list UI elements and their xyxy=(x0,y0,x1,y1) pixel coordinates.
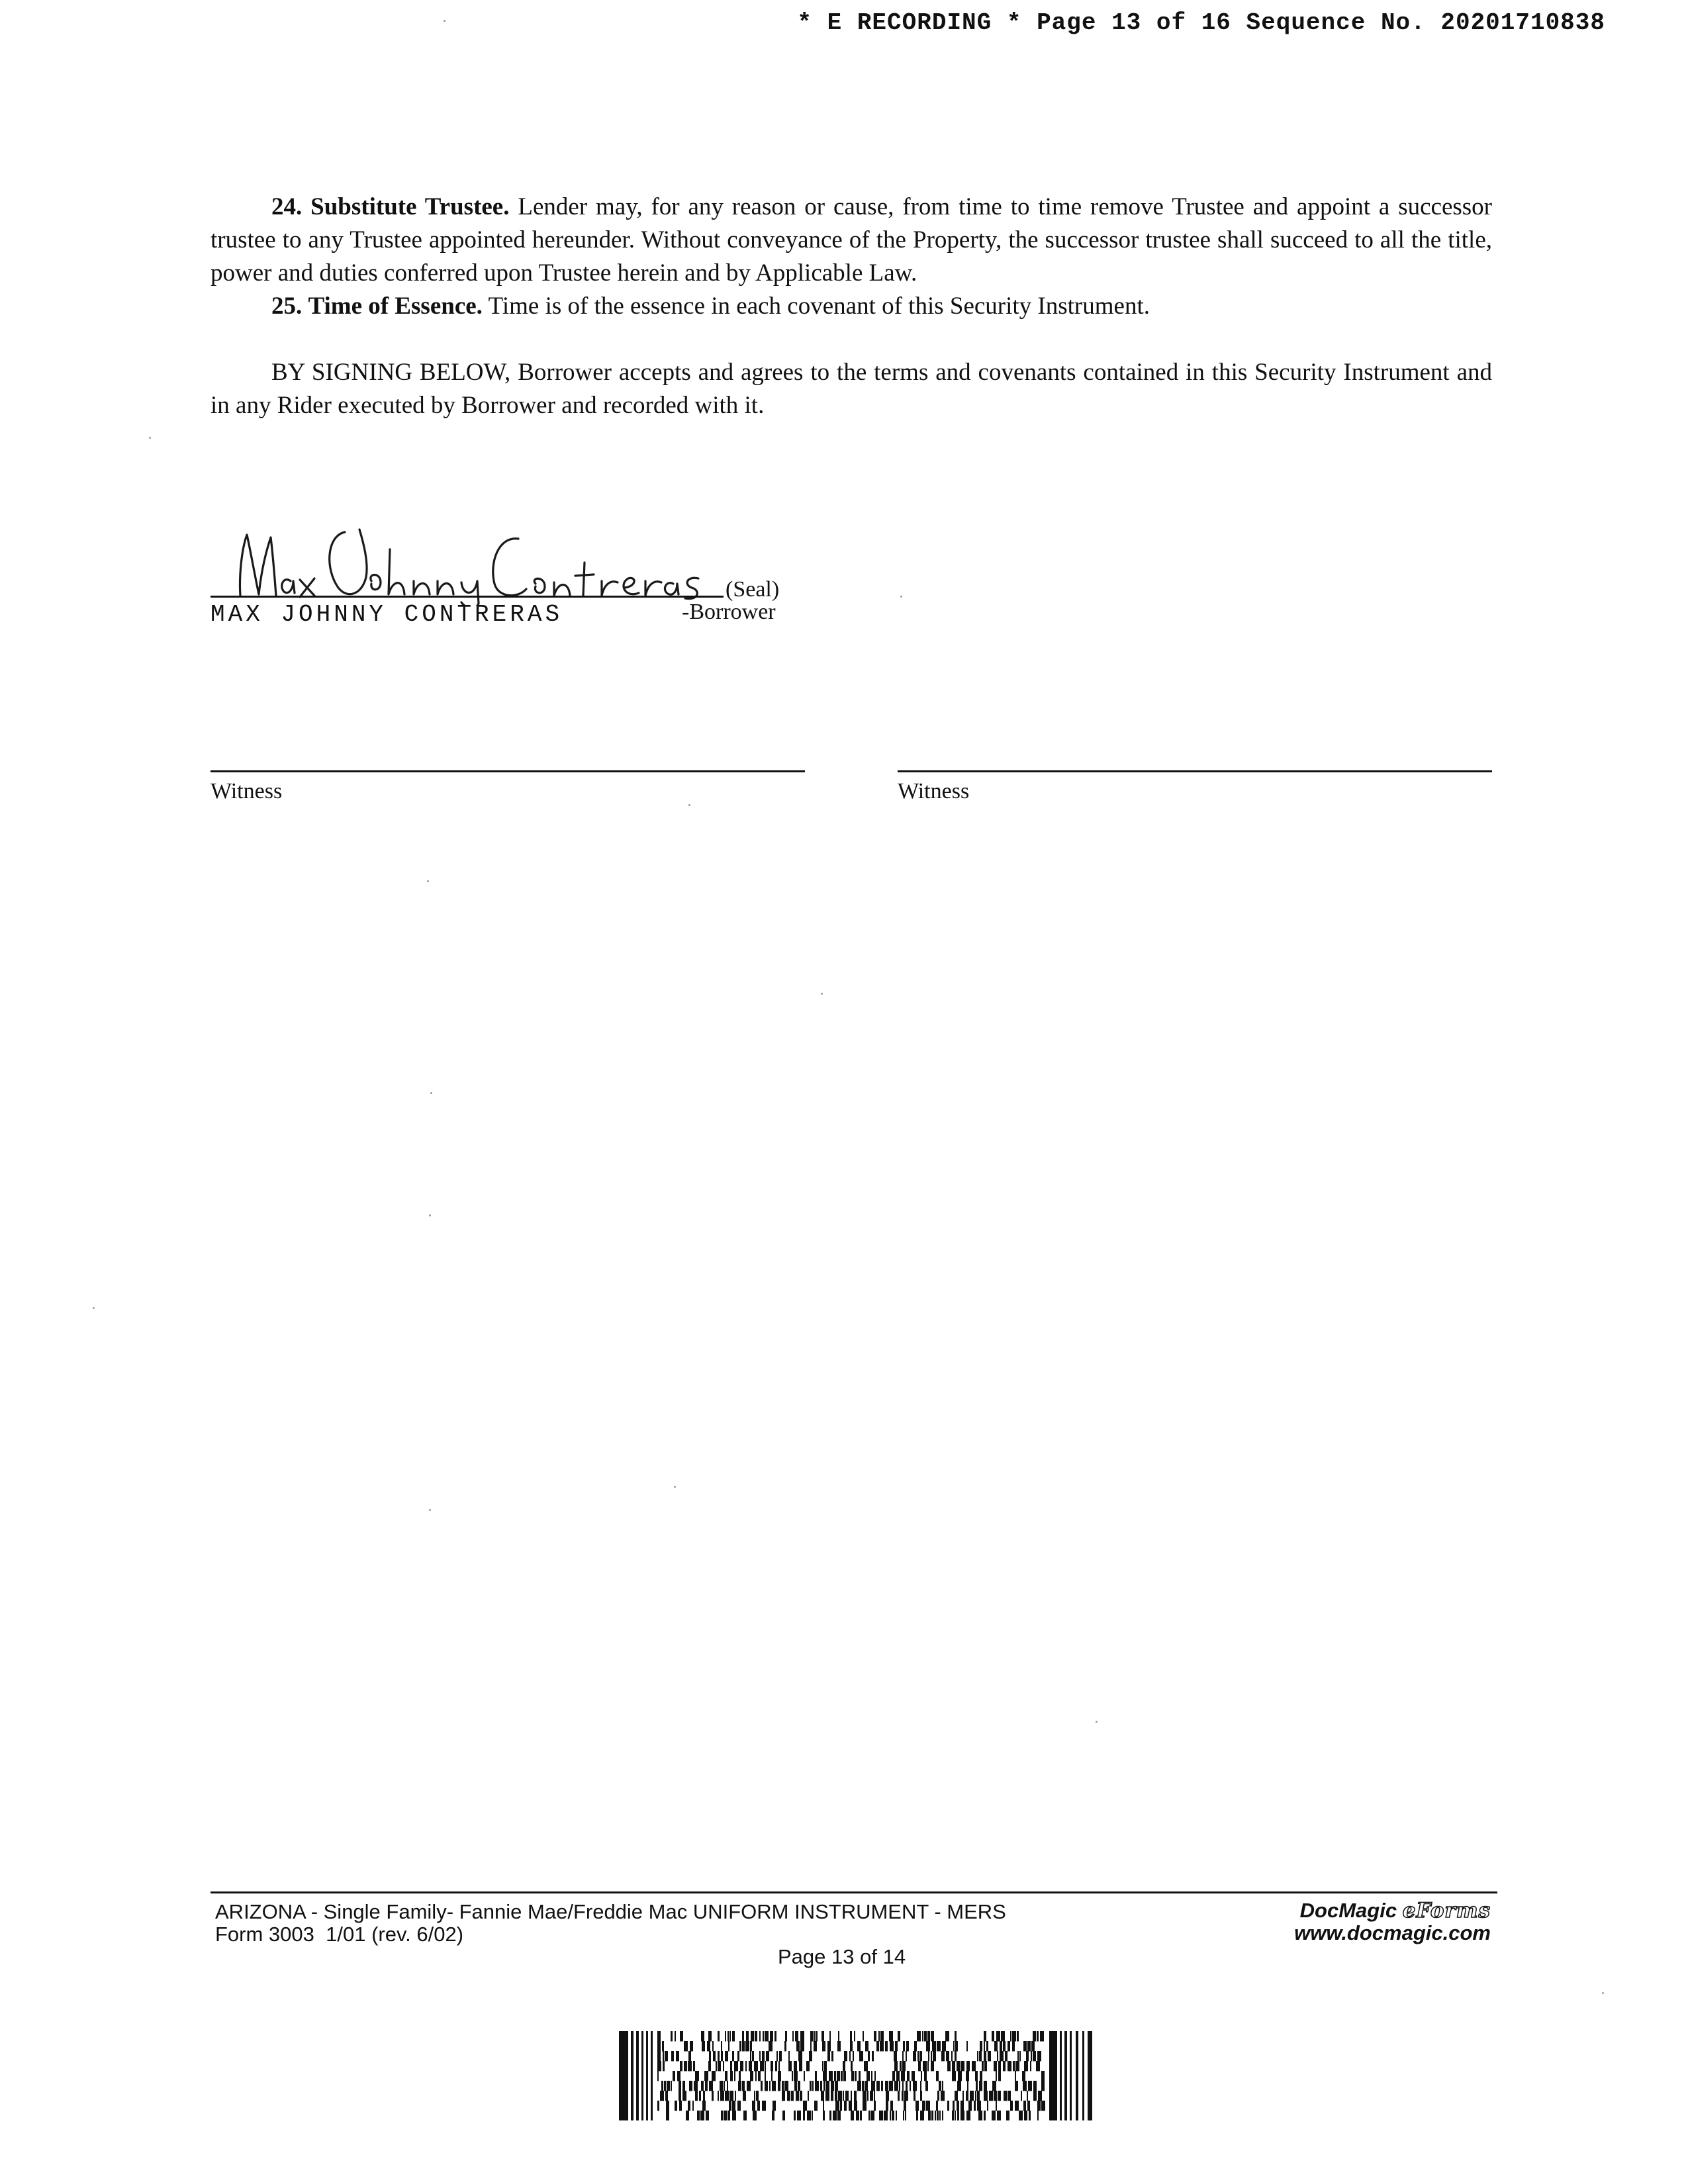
seal-label: (Seal) xyxy=(726,577,780,602)
witness-right-label: Witness xyxy=(898,779,970,803)
signing-statement: BY SIGNING BELOW, Borrower accepts and agrees to the terms and covenants contained in this Security Instrument and in any Rider executed by Borrower and recorded with it. xyxy=(211,359,1492,419)
scan-speck xyxy=(149,437,151,439)
witness-left-label: Witness xyxy=(211,779,283,803)
covenant-24 xyxy=(211,191,1492,290)
covenant-25 xyxy=(211,290,1492,323)
form-line-2: Form 3003 1/01 (rev. 6/02) xyxy=(215,1923,464,1946)
signing-statement-section xyxy=(211,356,1492,422)
covenant-25-title: Time of Essence. xyxy=(308,293,483,320)
document-barcode xyxy=(619,2031,1092,2120)
scan-speck xyxy=(688,804,690,806)
form-identification xyxy=(215,1901,1006,1946)
witness-left xyxy=(211,770,805,810)
scan-speck xyxy=(900,596,902,598)
vendor-url: www.docmagic.com xyxy=(1294,1921,1491,1944)
page-number: Page 13 of 14 xyxy=(778,1945,906,1968)
covenant-25-number: 25. xyxy=(271,293,303,320)
covenant-25-text: Time is of the essence in each covenant of this Security Instrument. xyxy=(488,293,1150,320)
witness-left-line xyxy=(211,770,805,772)
scan-speck xyxy=(1602,1992,1604,1994)
scan-speck xyxy=(429,1509,431,1511)
borrower-signature-block xyxy=(211,523,806,642)
scan-speck xyxy=(674,1486,676,1488)
witness-right xyxy=(898,770,1492,810)
scan-speck xyxy=(1096,1721,1098,1723)
scan-speck xyxy=(444,20,445,22)
scan-speck xyxy=(429,1214,431,1216)
scan-speck xyxy=(430,1092,432,1094)
vendor-product: eForms xyxy=(1402,1899,1491,1923)
form-line-1: ARIZONA - Single Family- Fannie Mae/Freddie Mac UNIFORM INSTRUMENT - MERS xyxy=(215,1900,1006,1923)
witness-right-line xyxy=(898,770,1492,772)
borrower-role: -Borrower xyxy=(682,600,776,624)
scan-speck xyxy=(427,880,429,882)
covenants-section xyxy=(211,191,1492,323)
vendor-logo xyxy=(1294,1899,1491,1922)
signature-line xyxy=(211,596,724,598)
covenant-24-text: Lender may, for any reason or cause, from time to time remove Trustee and appoint a successor trustee to any Trustee appointed hereunder. Without conveyance of the Property, the successor trustee shall succeed to all the title, power and duties conferred upon Trustee herein and by Applicable Law. xyxy=(211,193,1492,287)
covenant-24-title: Substitute Trustee. xyxy=(310,193,510,220)
recording-header: * E RECORDING * Page 13 of 16 Sequence No. 20201710838 xyxy=(797,9,1605,36)
scan-speck xyxy=(821,993,823,995)
covenant-24-number: 24. xyxy=(271,193,303,220)
vendor-name: DocMagic xyxy=(1299,1899,1397,1922)
borrower-name: MAX JOHNNY CONTRERAS xyxy=(211,601,563,628)
handwritten-signature xyxy=(227,523,704,606)
vendor-branding xyxy=(1294,1899,1491,1944)
footer-rule xyxy=(211,1891,1497,1893)
scan-speck xyxy=(93,1307,95,1309)
